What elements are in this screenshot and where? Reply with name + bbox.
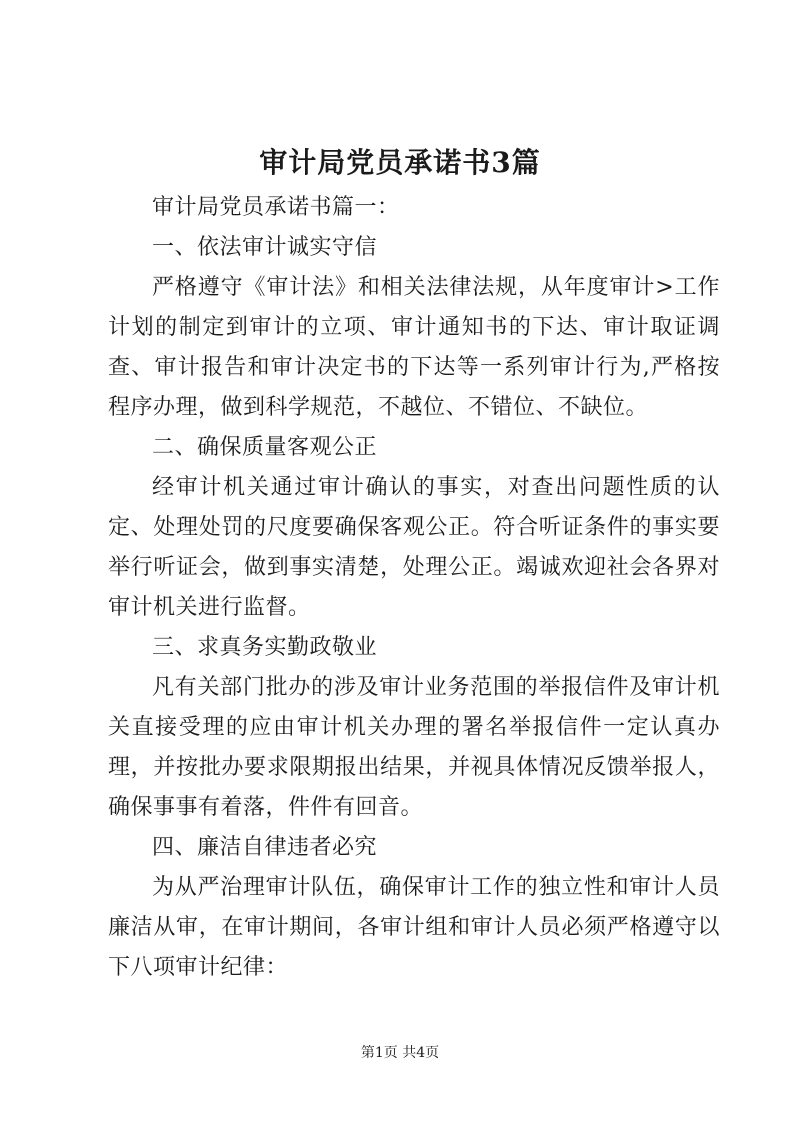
document-title: 审计局党员承诺书3篇 [259, 146, 541, 179]
section-heading: 审计局党员承诺书篇一： [152, 195, 400, 220]
page-number: 第1页 共4页 [360, 1045, 440, 1061]
paragraph-4: 为从严治理审计队伍，确保审计工作的独立性和审计人员廉洁从审，在审计期间，各审计组和审计人员必须严格遵守以下八项审计纪律： [108, 875, 720, 980]
section-heading-1: 一、依法审计诚实守信 [152, 235, 378, 260]
paragraph-2: 经审计机关通过审计确认的事实，对查出问题性质的认定、处理处罚的尺度要确保客观公正。符合听证条件的事实要举行听证会，做到事实清楚，处理公正。竭诚欢迎社会各界对审计机关进行监督。 [108, 475, 720, 620]
section-heading-2: 二、确保质量客观公正 [152, 435, 378, 460]
paragraph-3: 凡有关部门批办的涉及审计业务范围的举报信件及审计机关直接受理的应由审计机关办理的署名举报信件一定认真办理，并按批办要求限期报出结果，并视具体情况反馈举报人，确保事事有着落，件件有回音。 [108, 675, 720, 820]
page-footer [0, 1043, 800, 1063]
section-heading-3: 三、求真务实勤政敬业 [152, 635, 378, 660]
document-body [108, 188, 720, 988]
paragraph-1: 严格遵守《审计法》和相关法律法规，从年度审计>工作计划的制定到审计的立项、审计通知书的下达、审计取证调查、审计报告和审计决定书的下达等一系列审计行为,严格按程序办理，做到科学规范，不越位、不错位、不缺位。 [108, 275, 720, 420]
section-heading-4: 四、廉洁自律违者必究 [152, 835, 378, 860]
